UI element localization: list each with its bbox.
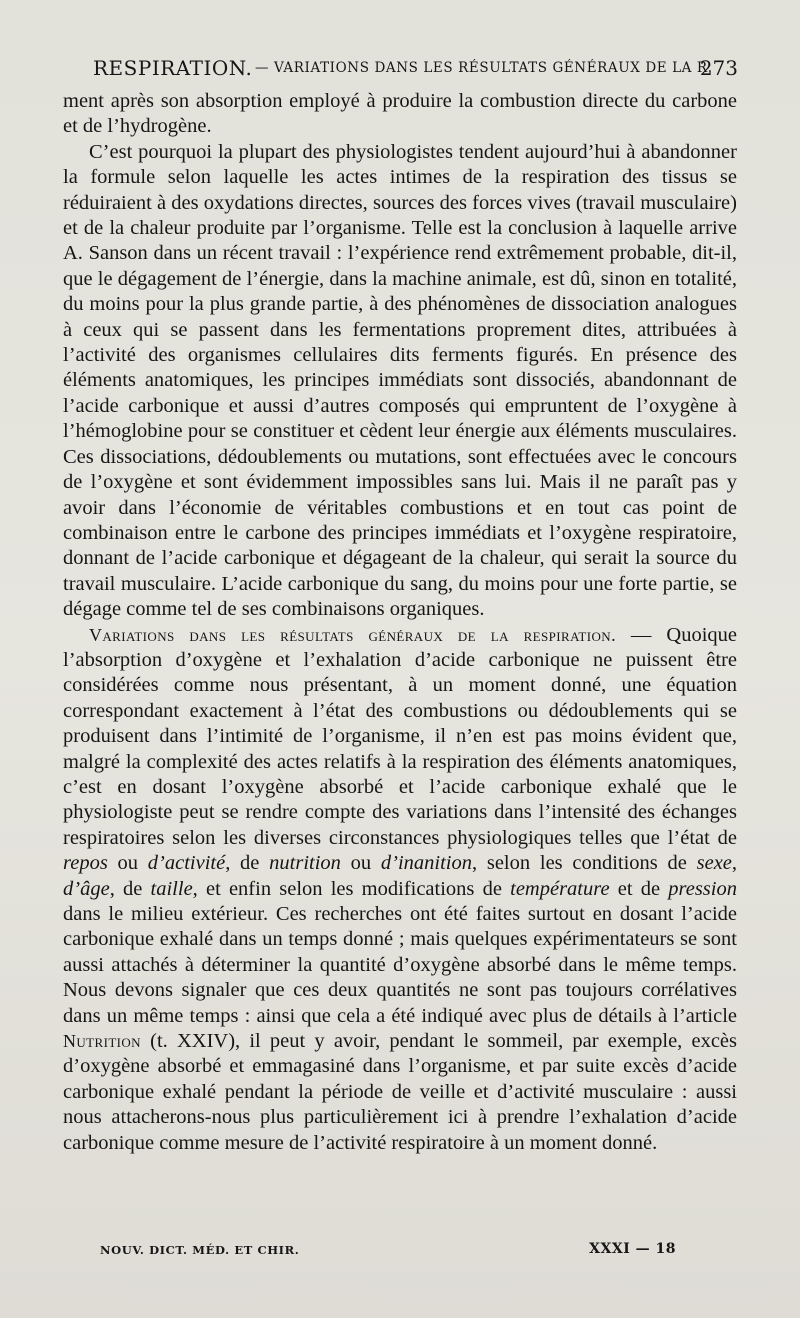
text-run: , selon les conditions de — [472, 852, 697, 875]
page-footer — [100, 1241, 676, 1261]
running-head-title: RESPIRATION. — [93, 56, 253, 80]
text-run: , et enfin selon les modifications de — [192, 877, 511, 900]
text-run: ou — [107, 852, 148, 875]
italic-term: nutrition — [269, 852, 341, 875]
page-number: 273 — [699, 56, 738, 80]
text-run: ou — [340, 852, 381, 875]
italic-term: d’inanition — [380, 852, 472, 875]
footer-volume-sheet: XXXI — 18 — [589, 1241, 676, 1257]
text-run: , — [731, 852, 738, 875]
text-run: (t. XXIV), il peut y avoir, pendant le sommeil, par exemple, excès d’oxygène absorbé et emmagasiné dans l’organisme, et par suite excès d’acide carbonique exhalé pendant la période de veille et d’activité musculaire : aussi nous attacherons-nous plus particulièrement ici à prendre l’exhalation d’acide carbonique comme mesure de l’activité respiratoire à un moment donné. — [63, 1030, 737, 1154]
paragraph-continuation: ment après son absorption employé à produire la combustion directe du carbone et de l’hydrogène. — [63, 90, 737, 138]
italic-term: repos — [63, 852, 108, 875]
italic-term: température — [510, 877, 610, 900]
italic-term: d’âge — [63, 877, 110, 900]
italic-term: d’activité — [147, 852, 226, 875]
footer-signature: NOUV. DICT. MÉD. ET CHIR. — [100, 1243, 300, 1257]
text-run: dans le milieu extérieur. Ces recherches ont été faites surtout en dosant l’acide carbonique exhalé dans un temps donné ; mais quelques expérimentateurs se sont aussi attachés à déterminer la quantité d’oxygène absorbé dans le même temps. Nous devons signaler que ces deux quantités ne sont pas toujours corrélatives dans un même temps : ainsi que cela a été indiqué avec plus de détails à l’article — [63, 903, 737, 1027]
text-run: , de — [225, 852, 270, 875]
italic-term: pression — [668, 877, 737, 900]
italic-term: sexe — [696, 852, 732, 875]
article-reference: Nutrition — [63, 1031, 141, 1052]
running-head-subtitle: — VARIATIONS DANS LES RÉSULTATS GÉNÉRAUX DE LA R. — [255, 60, 713, 76]
paragraph-physiologists: C’est pourquoi la plupart des physiologistes tendent aujourd’hui à abandonner la formule selon laquelle les actes intimes de la respiration des tissus se réduiraient à des oxydations directes, sources des forces vives (travail musculaire) et de la chaleur produite par l’organisme. Telle est la conclusion à laquelle arrive A. Sanson dans un récent travail : l’expérience rend extrêmement probable, dit-il, que le dégagement de l’énergie, dans la machine animale, est dû, sinon en totalité, du moins pour la plus grande partie, à des phénomènes de dissociation analogues à ceux qui se passent dans les fermentations proprement dites, attribuées à l’activité des organismes cellulaires dits ferments figurés. En présence des éléments anatomiques, les principes immédiats sont dissociés, abandonnant de l’acide carbonique et aussi d’autres composés qui empruntent de l’oxygène à l’hémoglobine pour se constituer et cèdent leur énergie aux éléments musculaires. Ces dissociations, dédoublements ou mutations, sont effectuées avec le concours de l’oxygène et sont évidemment impossibles sans lui. Mais il ne paraît pas y avoir dans l’économie de véritables combustions et en tout cas point de combinaison entre le carbone des principes immédiats et l’oxygène respiratoire, donnant de l’acide carbonique et dégageant de la chaleur, qui serait la source du travail musculaire. L’acide carbonique du sang, du moins pour une forte partie, se dégage comme tel de ses combinaisons organiques. — [63, 140, 737, 621]
body-text — [63, 89, 737, 1156]
running-head — [93, 56, 738, 86]
text-run: , de — [109, 877, 151, 900]
text-run: et de — [609, 877, 669, 900]
section-body — [63, 624, 737, 1154]
section-heading-dash: — — [615, 623, 667, 646]
text-run: Quoique l’absorption d’oxygène et l’exhalation d’acide carbonique ne puissent être considérées comme nous présentant, à un moment donné, une équation correspondant exactement à l’état des combustions ou dédoublements qui se produisent dans l’intimité de l’organisme, il n’en est pas moins évident que, malgré la complexité des actes relatifs à la respiration des éléments anatomiques, c’est en dosant l’oxygène absorbé et l’acide carbonique exhalé que le physiologiste peut se rendre compte des variations dans l’intensité des échanges respiratoires selon les diverses circonstances physiologiques telles que l’état de — [63, 623, 737, 849]
italic-term: taille — [150, 877, 193, 900]
section-heading: Variations dans les résultats généraux de la respiration. — [89, 624, 616, 645]
paragraph-variations — [63, 623, 737, 1157]
